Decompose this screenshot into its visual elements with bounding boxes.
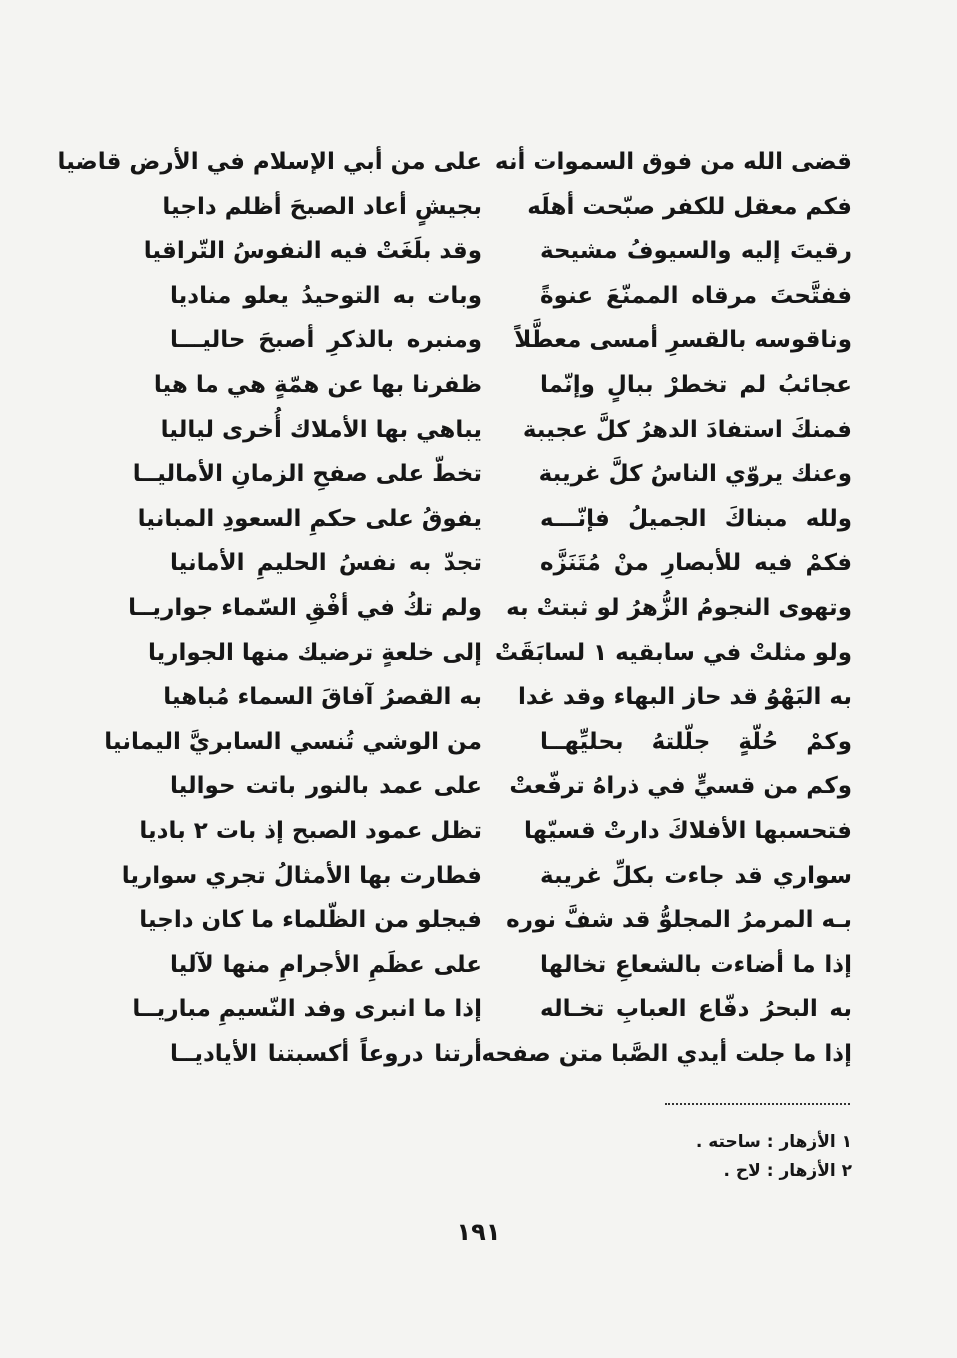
verse-first-hemistich: به البَهْوُ قد حاز البهاء وقد غدا [518,684,852,711]
verse-first-hemistich: فمنكَ استفادَ الدهرُ كلَّ عجيبة [522,416,852,443]
verse-first-hemistich: بـه المرمرُ المجلوُّ قد شفَّ نوره [506,907,852,934]
verse-first-hemistich: وتهوى النجومُ الزُّهرُ لو ثبتتْ به [506,594,852,621]
verse-first-hemistich: ولله مبناكَ الجميلُ فإنّـــه [540,505,852,532]
footnotes [552,1128,852,1186]
verse-second-hemistich: وقد بلَغَتْ فيه النفوسُ التّراقيا [143,238,482,265]
verse-second-hemistich: تجدّ به نفسُ الحليمِ الأمانيا [170,550,482,577]
page-number: ١٩١ [456,1218,501,1246]
verse-first-hemistich: ففتَّحتَ مرقاه الممنّعَ عنوةً [540,282,852,309]
verse-second-hemistich: وبات به التوحيدُ يعلو مناديا [170,282,482,309]
verse-second-hemistich: به القصرُ آفاقَ السماء مُباهيا [163,684,482,711]
verse-first-hemistich: وكم من قسيٍّ في ذراهُ ترفّعتْ [509,773,852,800]
verse-first-hemistich: رقيتَ إليه والسيوفُ مشيحة [540,238,852,265]
verse-first-hemistich: ولو مثلتْ في سابقيه ١ لسابَقَتْ [494,639,852,666]
verse-first-hemistich: فتحسبها الأفلاكَ دارتْ قسيّها [524,817,852,844]
verse-first-hemistich: عجائبُ لم تخطرْ ببالٍ وإنّما [540,371,852,398]
poem-body [57,140,852,1080]
verse-second-hemistich: أرتنا دروعاً أكسبتنا الأياديــا [170,1040,482,1067]
verse-first-hemistich: فكمْ فيه للأبصارِ منْ مُتَنَزَّه [540,550,852,577]
verse-second-hemistich: فطارت بها الأمثالُ تجري سواريا [121,862,482,889]
verse-second-hemistich: ظفرنا بها عن همّةٍ هي ما هيا [153,371,482,398]
verse-second-hemistich: ومنبره بالذكرِ أصبحَ حاليـــا [170,327,482,354]
verse-second-hemistich: تظل عمود الصبح إذ بات ٢ باديا [139,817,482,844]
verse-first-hemistich: به البحرُ دفّاع العبابِ تخـاله [540,996,852,1023]
verse-second-hemistich: على من أبي الإسلام في الأرض قاضيا [57,149,482,175]
verse-second-hemistich: يباهي بها الأملاك أُخرى لياليا [160,416,482,443]
verse-first-hemistich: إذا ما أضاءت بالشعاعِ تخالها [540,951,852,978]
verse-second-hemistich: تخطّ على صفحِ الزمانِ الأماليــا [132,461,482,488]
verse-first-hemistich: سواري قد جاءت بكلِّ غريبة [540,862,852,889]
first-hemistich-column [481,140,852,1080]
verse-second-hemistich: من الوشي تُنسي السابريَّ اليمانيا [104,728,482,755]
verse-first-hemistich: وعنك يروّي الناسُ كلَّ غريبة [538,461,852,488]
verse-first-hemistich: وكمْ حُلّةٍ جلّلتهُ بحليِّهــا [540,728,852,755]
verse-second-hemistich: فيجلو من الظّلماء ما كان داجيا [139,907,482,934]
footnote: ١ الأزهار : ساحته . [695,1132,852,1152]
verse-first-hemistich: وناقوسه بالقسرِ أمسى معطَّلاً [514,327,852,354]
verse-second-hemistich: على عظَمِ الأجرامِ منها لآليا [170,951,482,978]
verse-second-hemistich: بجيشٍ أعاد الصبحَ أظلم داجيا [162,193,482,220]
footnote: ٢ الأزهار : لاح . [723,1161,852,1181]
footnote-divider [665,1103,850,1105]
verse-second-hemistich: ولم تكُ في أفْقِ السّماء جواريــا [128,594,482,621]
second-hemistich-column [57,140,482,1080]
verse-second-hemistich: إذا ما انبرى وفد النّسيمِ مباريــا [132,996,482,1023]
verse-second-hemistich: إلى خلعةٍ ترضيك منها الجواريا [147,639,482,666]
verse-second-hemistich: على عمد بالنور باتت حواليا [170,773,482,800]
verse-first-hemistich: قضى الله من فوق السموات أنه [494,149,852,175]
verse-second-hemistich: يفوقُ على حكمِ السعودِ المبانيا [137,505,482,532]
verse-first-hemistich: فكم معقل للكفر صبّحت أهلَه [527,193,852,220]
verse-first-hemistich: إذا ما جلت أيدي الصَّبا متن صفحه [481,1040,852,1067]
